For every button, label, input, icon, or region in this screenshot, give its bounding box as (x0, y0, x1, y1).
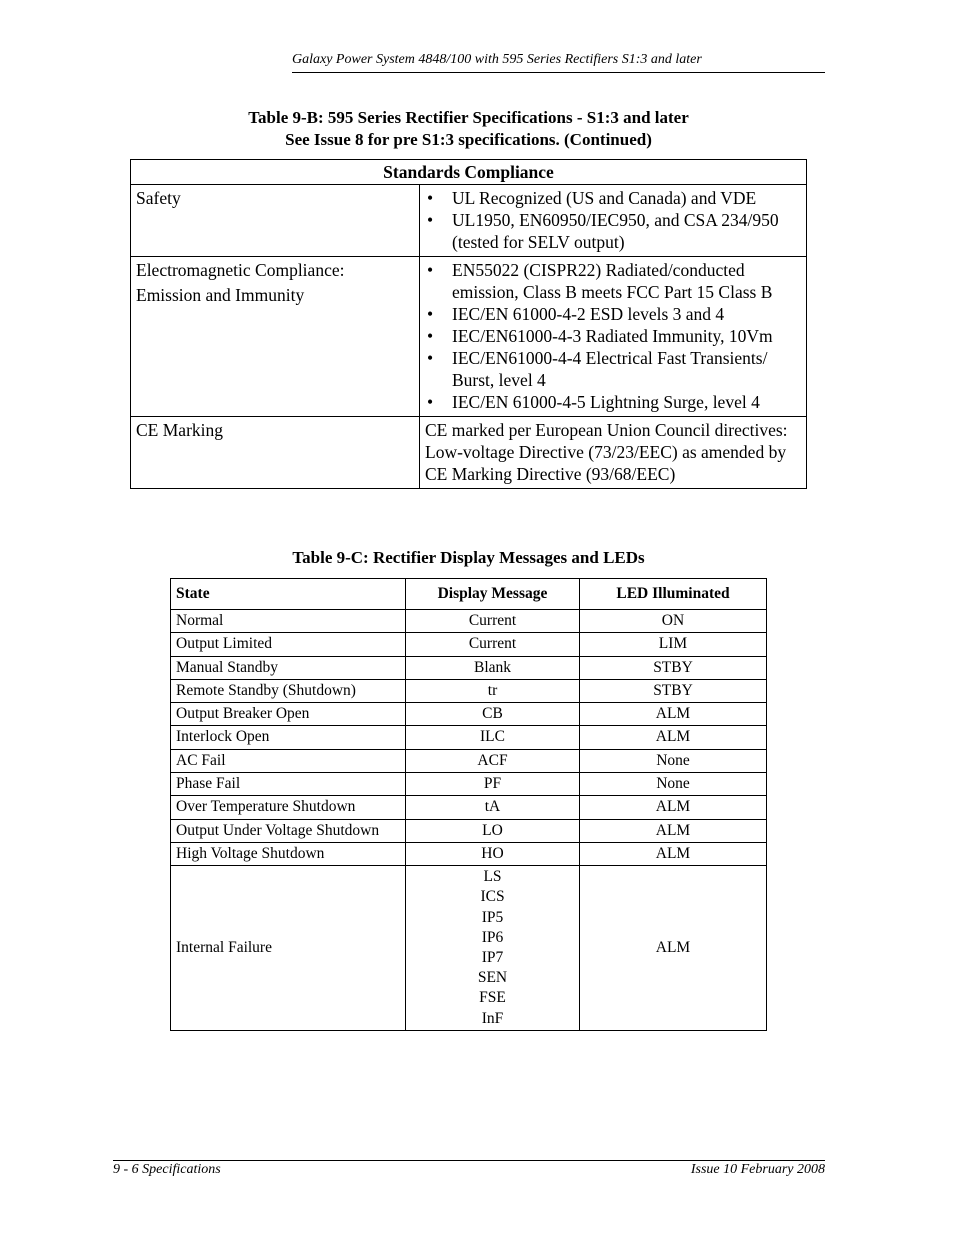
cell-message: Current (406, 610, 580, 633)
table-9b-caption (130, 107, 807, 151)
bullet-item: • IEC/EN61000-4-3 Radiated Immunity, 10Vm (425, 325, 801, 347)
row-content-safety (420, 185, 807, 257)
cell-message: tA (406, 796, 580, 819)
table-row (171, 842, 767, 865)
table-row (131, 185, 807, 257)
bullet-item: • UL1950, EN60950/IEC950, and CSA 234/950 (tested for SELV output) (425, 209, 801, 253)
cell-led: ALM (580, 866, 767, 1031)
table-body (171, 610, 767, 1031)
row-label-safety: Safety (131, 185, 420, 257)
footer-issue-date: Issue 10 February 2008 (690, 1162, 825, 1177)
cell-state: Output Breaker Open (171, 703, 406, 726)
table-row (171, 796, 767, 819)
row-content-ce: CE marked per European Union Council directives: Low-voltage Directive (73/23/EEC) as amended by CE Marking Directive (93/68/EEC) (420, 417, 807, 489)
row-label-emc (131, 257, 420, 417)
bullet-item: • UL Recognized (US and Canada) and VDE (425, 187, 801, 209)
cell-message: Current (406, 633, 580, 656)
bullet-item: • IEC/EN 61000-4-5 Lightning Surge, level 4 (425, 391, 801, 413)
cell-state: AC Fail (171, 749, 406, 772)
table-9b-caption-line2: See Issue 8 for pre S1:3 specifications. (Continued) (285, 130, 652, 149)
row-content-emc (420, 257, 807, 417)
table-row (171, 633, 767, 656)
cell-state: Output Under Voltage Shutdown (171, 819, 406, 842)
bullet-list (425, 187, 801, 253)
cell-message: tr (406, 679, 580, 702)
cell-message: LO (406, 819, 580, 842)
message-code: InF (481, 1009, 504, 1027)
table-row (171, 703, 767, 726)
cell-message: PF (406, 773, 580, 796)
running-header: Galaxy Power System 4848/100 with 595 Series Rectifiers S1:3 and later (292, 52, 702, 67)
cell-message: ILC (406, 726, 580, 749)
message-code: IP7 (481, 949, 504, 967)
display-messages-table (170, 578, 767, 1031)
table-row (171, 610, 767, 633)
row-label-ce: CE Marking (131, 417, 420, 489)
footer-rule (113, 1160, 825, 1161)
footer-page-label: 9 - 6 Specifications (113, 1162, 221, 1177)
cell-led: ON (580, 610, 767, 633)
bullet-item: • IEC/EN 61000-4-2 ESD levels 3 and 4 (425, 303, 801, 325)
table-row (171, 656, 767, 679)
cell-state: Interlock Open (171, 726, 406, 749)
section-heading: Standards Compliance (131, 160, 807, 185)
bullet-item: • EN55022 (CISPR22) Radiated/conducted emission, Class B meets FCC Part 15 Class B (425, 259, 801, 303)
cell-led: ALM (580, 819, 767, 842)
header-rule (292, 72, 825, 73)
cell-led: STBY (580, 679, 767, 702)
cell-state: Output Limited (171, 633, 406, 656)
cell-led: None (580, 749, 767, 772)
cell-led: LIM (580, 633, 767, 656)
table-row (171, 749, 767, 772)
column-header-display-message: Display Message (406, 579, 580, 610)
table-row-internal-failure (171, 866, 767, 1031)
cell-state: Internal Failure (171, 866, 406, 1031)
cell-led: None (580, 773, 767, 796)
table-row (131, 417, 807, 489)
cell-state: High Voltage Shutdown (171, 842, 406, 865)
cell-led: STBY (580, 656, 767, 679)
column-header-state: State (171, 579, 406, 610)
message-code: IP6 (481, 928, 504, 946)
cell-state: Over Temperature Shutdown (171, 796, 406, 819)
cell-state: Normal (171, 610, 406, 633)
message-code: FSE (479, 989, 506, 1007)
cell-led: ALM (580, 726, 767, 749)
cell-message: Blank (406, 656, 580, 679)
column-header-led: LED Illuminated (580, 579, 767, 610)
table-row (171, 773, 767, 796)
cell-state: Remote Standby (Shutdown) (171, 679, 406, 702)
table-row (131, 257, 807, 417)
message-code: SEN (477, 969, 508, 987)
cell-message-list (406, 866, 580, 1031)
cell-led: ALM (580, 842, 767, 865)
cell-message: HO (406, 842, 580, 865)
cell-led: ALM (580, 796, 767, 819)
message-code: IP5 (481, 908, 504, 926)
row-label-line: Electromagnetic Compliance: (136, 260, 345, 280)
bullet-item: • IEC/EN61000-4-4 Electrical Fast Transients/ Burst, level 4 (425, 347, 801, 391)
standards-compliance-table (130, 159, 807, 489)
table-9c-caption: Table 9-C: Rectifier Display Messages and LEDs (292, 548, 645, 567)
cell-led: ALM (580, 703, 767, 726)
table-header-row (171, 579, 767, 610)
cell-state: Manual Standby (171, 656, 406, 679)
row-label-line: Emission and Immunity (136, 285, 305, 305)
table-row (171, 679, 767, 702)
cell-message: CB (406, 703, 580, 726)
section-heading-row (131, 160, 807, 185)
message-code: ICS (480, 888, 505, 906)
table-9b-caption-line1: Table 9-B: 595 Series Rectifier Specifications - S1:3 and later (248, 108, 689, 127)
table-row (171, 819, 767, 842)
bullet-list (425, 259, 801, 413)
cell-state: Phase Fail (171, 773, 406, 796)
cell-message: ACF (406, 749, 580, 772)
table-row (171, 726, 767, 749)
message-code: LS (483, 868, 502, 886)
